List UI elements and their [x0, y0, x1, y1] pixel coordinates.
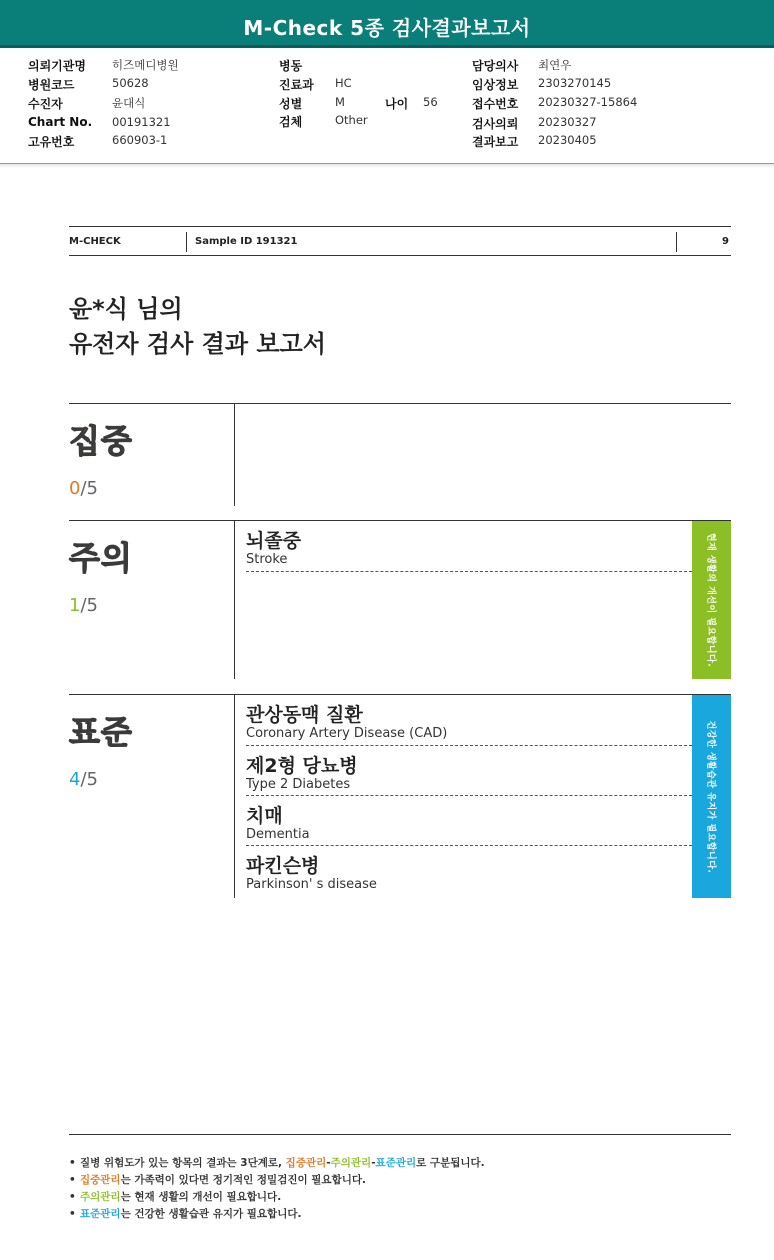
- footer-note: • 질병 위험도가 있는 항목의 결과는 3단계로, 집중관리-주의관리-표준관리로 구분됩니다.: [69, 1155, 485, 1172]
- report-title-bar: [0, 0, 774, 48]
- section-tag-caution: 주의: [69, 539, 133, 577]
- footer-note: • 집중관리는 가족력이 있다면 정기적인 정밀검진이 필요합니다.: [69, 1172, 485, 1189]
- footer-notes: [69, 1134, 731, 1220]
- report-title: M-Check 5종 검사결과보고서: [243, 16, 531, 40]
- bullet-icon: •: [69, 1208, 76, 1220]
- header-divider: [676, 232, 677, 252]
- count-value: 0: [69, 478, 81, 499]
- hospital-label: 의뢰기관명: [28, 59, 86, 73]
- page-number: 9: [722, 236, 729, 247]
- chart-no-value: 00191321: [112, 115, 171, 129]
- header-divider: [186, 232, 187, 252]
- disease-item: [246, 526, 692, 572]
- report-date-label: 결과보고: [472, 135, 519, 149]
- bullet-icon: •: [69, 1191, 76, 1203]
- section-concentrate: [69, 403, 731, 505]
- section-tag-concentrate: 집중: [69, 422, 133, 460]
- disease-name-en: Dementia: [246, 827, 310, 842]
- ward-label: 병동: [279, 59, 303, 73]
- report-heading: [69, 292, 326, 362]
- caution-sidebar: [692, 521, 731, 679]
- patient-label: 수진자: [28, 97, 63, 111]
- unique-no-value: 660903-1: [112, 133, 168, 147]
- disease-name-kr: 파킨슨병: [246, 855, 320, 877]
- disease-name-en: Type 2 Diabetes: [246, 777, 351, 792]
- section-caution: [69, 520, 731, 678]
- caution-sidebar-text: 현재 생활의 개선이 필요합니다.: [705, 532, 715, 668]
- clinical-label: 임상정보: [472, 78, 519, 92]
- count-value: 1: [69, 595, 81, 616]
- disease-name-en: Parkinson' s disease: [246, 877, 377, 892]
- count-value: 4: [69, 769, 81, 790]
- dept-value: HC: [335, 76, 352, 90]
- unique-no-label: 고유번호: [28, 135, 75, 149]
- doctor-value: 최연우: [538, 58, 572, 72]
- section-divider: [234, 404, 235, 506]
- section-count-standard: [69, 769, 98, 790]
- disease-item: [246, 801, 692, 846]
- brand-name: M-CHECK: [69, 236, 121, 247]
- specimen-value: Other: [335, 113, 368, 127]
- section-count-concentrate: [69, 478, 98, 499]
- running-header: [69, 226, 731, 256]
- age-value: 56: [423, 95, 438, 109]
- request-label: 검사의뢰: [472, 117, 519, 131]
- disease-item: [246, 700, 692, 746]
- disease-name-en: Coronary Artery Disease (CAD): [246, 726, 448, 741]
- panel-divider: [0, 164, 774, 168]
- section-divider: [234, 521, 235, 679]
- standard-sidebar: [692, 695, 731, 898]
- report-heading-line2: 유전자 검사 결과 보고서: [69, 330, 326, 358]
- bullet-icon: •: [69, 1157, 76, 1169]
- disease-item: [246, 851, 692, 896]
- request-value: 20230327: [538, 115, 597, 129]
- patient-value: 윤대식: [112, 96, 146, 110]
- disease-name-kr: 제2형 당뇨병: [246, 755, 358, 777]
- standard-sidebar-text: 건강한 생활습관 유지가 필요합니다.: [705, 720, 715, 873]
- age-label: 나이: [385, 97, 409, 111]
- disease-name-kr: 관상동맥 질환: [246, 704, 363, 726]
- chart-no-label: Chart No.: [28, 115, 93, 129]
- section-count-caution: [69, 595, 98, 616]
- sex-value: M: [335, 95, 345, 109]
- disease-name-kr: 치매: [246, 805, 283, 827]
- specimen-label: 검체: [279, 115, 303, 129]
- doctor-label: 담당의사: [472, 59, 519, 73]
- footer-note: • 표준관리는 건강한 생활습관 유지가 필요합니다.: [69, 1206, 485, 1223]
- report-date-value: 20230405: [538, 133, 597, 147]
- clinical-value: 2303270145: [538, 76, 612, 90]
- receipt-value: 20230327-15864: [538, 95, 638, 109]
- dept-label: 진료과: [279, 78, 314, 92]
- code-label: 병원코드: [28, 78, 75, 92]
- bullet-icon: •: [69, 1174, 76, 1186]
- receipt-label: 접수번호: [472, 97, 519, 111]
- sex-label: 성별: [279, 97, 303, 111]
- section-divider: [234, 695, 235, 898]
- hospital-value: 히즈메디병원: [112, 58, 179, 72]
- report-heading-line1: 윤*식 님의: [69, 295, 183, 323]
- patient-info-panel: [0, 50, 774, 164]
- code-value: 50628: [112, 76, 149, 90]
- disease-name-en: Stroke: [246, 552, 288, 567]
- section-standard: [69, 694, 731, 897]
- sample-id: Sample ID 191321: [195, 236, 298, 247]
- section-tag-standard: 표준: [69, 713, 133, 751]
- count-total: /5: [80, 769, 98, 790]
- count-total: /5: [80, 595, 98, 616]
- disease-item: [246, 751, 692, 796]
- disease-name-kr: 뇌졸중: [246, 530, 302, 552]
- footer-note: • 주의관리는 현재 생활의 개선이 필요합니다.: [69, 1189, 485, 1206]
- count-total: /5: [80, 478, 98, 499]
